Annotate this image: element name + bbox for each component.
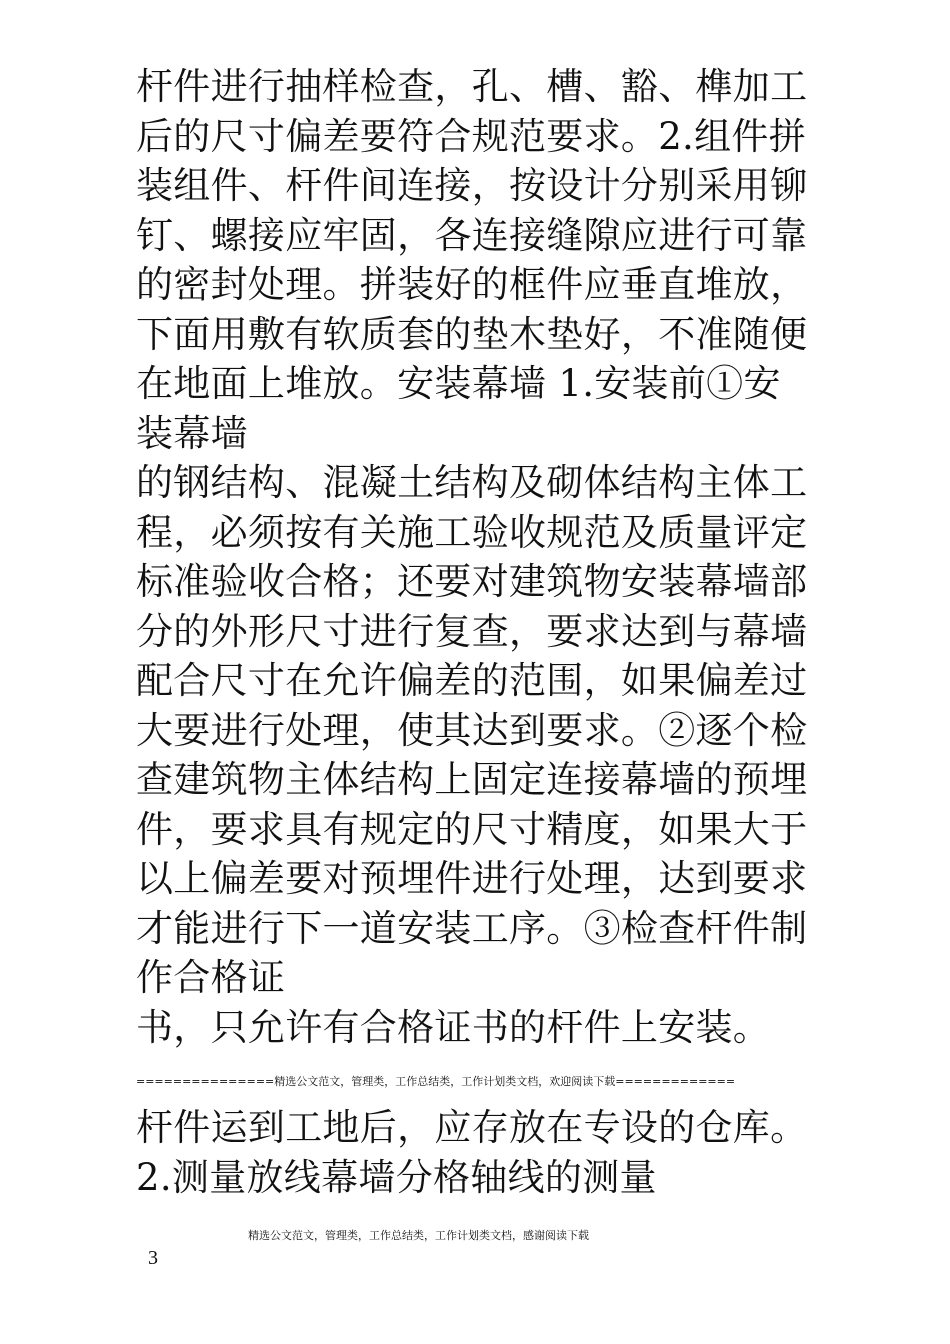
body-line: 杆件运到工地后，应存放在专设的仓库。: [136, 1106, 808, 1149]
body-line: 大要进行处理，使其达到要求。②逐个检: [136, 708, 808, 752]
document-body: [136, 62, 836, 1052]
body-line: 后的尺寸偏差要符合规范要求。2.组件拼: [136, 114, 807, 158]
body-line: 件，要求具有规定的尺寸精度，如果大于: [136, 807, 808, 851]
body-line: 标准验收合格；还要对建筑物安装幕墙部: [136, 560, 808, 603]
document-body-continued: [136, 1103, 836, 1202]
body-line: 书，只允许有合格证书的杆件上安装。: [136, 1005, 771, 1049]
footer-note: 精选公文范文，管理类，工作总结类，工作计划类文档，感谢阅读下载: [248, 1229, 589, 1242]
body-line: 钉、螺接应牢固，各连接缝隙应进行可靠: [136, 213, 808, 257]
body-line: 才能进行下一道安装工序。③检查杆件制: [136, 906, 808, 950]
section-divider: ===============精选公文范文，管理类，工作总结类，工作计划类文档，欢迎阅读下载=============: [136, 1075, 736, 1088]
body-line: 在地面上堆放。安装幕墙 1.安装前①安: [136, 362, 781, 405]
page-number: 3: [148, 1247, 158, 1269]
body-line: 配合尺寸在允许偏差的范围，如果偏差过: [136, 659, 808, 702]
body-line: 以上偏差要对预埋件进行处理，达到要求: [136, 857, 808, 900]
body-line: 作合格证: [136, 956, 286, 999]
body-line: 的密封处理。拼装好的框件应垂直堆放，: [136, 263, 808, 306]
body-line: 查建筑物主体结构上固定连接幕墙的预埋: [136, 758, 808, 801]
body-line: 装组件、杆件间连接，按设计分别采用铆: [136, 164, 808, 207]
body-line: 装幕墙: [136, 411, 248, 455]
body-line: 分的外形尺寸进行复查，要求达到与幕墙: [136, 609, 808, 653]
body-line: 程，必须按有关施工验收规范及质量评定: [136, 510, 808, 554]
body-line: 杆件进行抽样检查，孔、槽、豁、榫加工: [136, 65, 808, 108]
body-line: 2.测量放线幕墙分格轴线的测量: [136, 1155, 657, 1199]
body-line: 下面用敷有软质套的垫木垫好，不准随便: [136, 312, 808, 356]
body-line: 的钢结构、混凝土结构及砌体结构主体工: [136, 461, 808, 504]
